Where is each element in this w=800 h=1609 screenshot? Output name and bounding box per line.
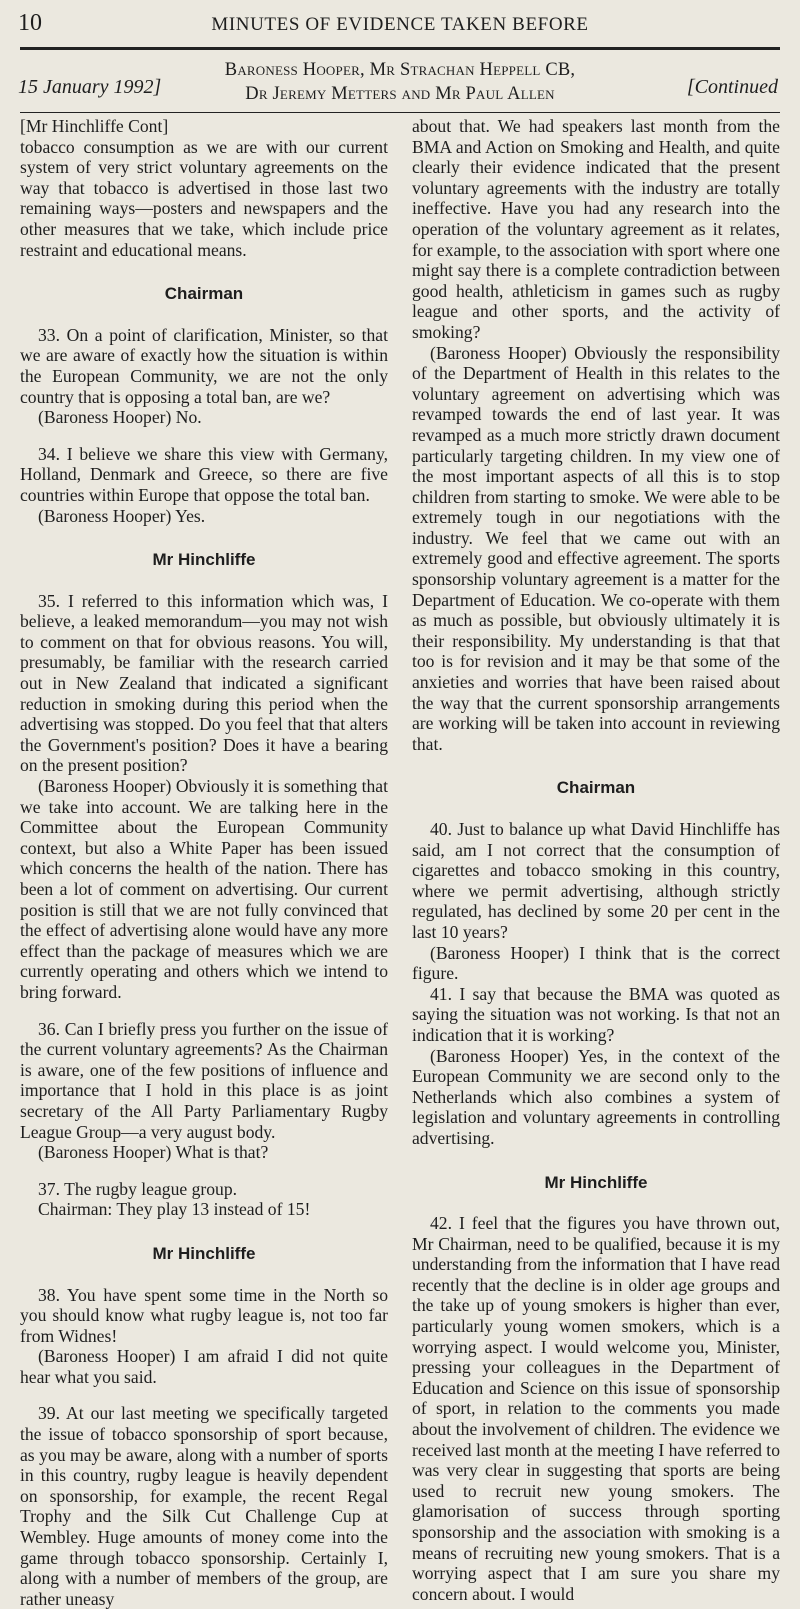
question-37: 37. The rugby league group.	[38, 1178, 238, 1199]
question-42: 42. I feel that the figures you have thrown out, Mr Chairman, need to be qualified, because it is my understanding from the information that I have read recently that the decline is in older age groups and the take up of young smokers is higher than ever, particularly young women smokers, which is a worrying aspect. I would welcome you, Minister, pressing your colleagues in the Department of Education and Science on this issue of sponsorship of sport, in relation to the comments you made about the involvement of children. The evidence we received last month at the meeting I have referred to was very clear in suggesting that sports are being used to recruit new young smokers. The glamorisation of success through sporting sponsorship and the association with smoking is a means of recruiting new young smokers. That is a worrying aspect that I am sure you share my concern about. I would	[412, 1213, 780, 1604]
witness-list	[0, 58, 800, 106]
speaker-continued: [Mr Hinchliffe Cont]	[20, 116, 169, 136]
header-rule-top	[20, 47, 780, 50]
header-rule-bottom	[20, 112, 780, 113]
speaker-heading-hinchliffe: Mr Hinchliffe	[544, 1172, 648, 1192]
question-38: 38. You have spent some time in the North so you should know what rugby league is, not too far from Widnes!	[20, 1284, 388, 1346]
continued-label: [Continued	[686, 76, 778, 98]
answer-38: (Baroness Hooper) I am afraid I did not quite hear what you said.	[20, 1346, 388, 1387]
answer-35: (Baroness Hooper) Obviously it is something that we take into account. We are talking here in the Committee about the European Community context, but also a White Paper has been issued which concerns the health of the nation. There has been a lot of comment on advertising. Our current position is still that we are not fully convinced that the effect of advertising alone would have any more effect than the package of measures which we are currently operating and others which we intend to bring forward.	[20, 776, 388, 1002]
speaker-heading-chairman: Chairman	[556, 778, 636, 798]
answer-40: (Baroness Hooper) I think that is the correct figure.	[412, 942, 780, 984]
question-39-continued: about that. We had speakers last month from the BMA and Action on Smoking and Health, and quite clearly their evidence indicated that the present voluntary agreements with the industry are totally ineffective. Have you had any research into the operation of the voluntary agreement as it relates, for example, to the association with sport where one might say there is a complete contradiction between good health, athleticism in games such as rugby league and other sports, and the activity of smoking?	[412, 116, 780, 342]
paragraph: tobacco consumption as we are with our current system of very strict voluntary agreements on the way that tobacco is advertised in those last two remaining ways—posters and newspapers and the other measures that we take, which include price restraint and educational means.	[20, 136, 388, 260]
question-40: 40. Just to balance up what David Hinchliffe has said, am I not correct that the consumption of cigarettes and tobacco smoking in this country, where we permit advertising, although strictly regulated, has declined by some 20 per cent in the last 10 years?	[412, 819, 780, 942]
question-41: 41. I say that because the BMA was quoted as saying the situation was not working. Is that not an indication that it is working?	[412, 983, 780, 1045]
witness-line-2: Dr Jeremy Metters and Mr Paul Allen	[245, 84, 555, 104]
speaker-heading-chairman: Chairman	[164, 284, 244, 304]
witness-line-1: Baroness Hooper, Mr Strachan Heppell CB,	[224, 60, 576, 80]
answer-33: (Baroness Hooper) No.	[38, 407, 202, 428]
left-column	[20, 116, 388, 1609]
session-date: 15 January 1992]	[18, 76, 162, 98]
question-39: 39. At our last meeting we specifically targeted the issue of tobacco sponsorship of sport because, as you may be aware, along with a number of sports in this country, rugby league is heavily dependent on sponsorship, for example, the recent Regal Trophy and the Silk Cut Challenge Cup at Wembley. Huge amounts of money come into the game through tobacco sponsorship. Certainly I, along with a number of members of the group, are rather uneasy	[20, 1403, 388, 1609]
answer-34: (Baroness Hooper) Yes.	[38, 505, 206, 526]
answer-36: (Baroness Hooper) What is that?	[38, 1142, 269, 1163]
question-35: 35. I referred to this information which was, I believe, a leaked memorandum—you may not wish to comment on that for obvious reasons. You will, presumably, be familiar with the research carried out in New Zealand that indicated a significant reduction in smoking during this period when the advertising was stopped. Do you feel that that alters the Government's position? Does it have a bearing on the present position?	[20, 590, 388, 776]
question-34: 34. I believe we share this view with Germany, Holland, Denmark and Greece, so there are five countries within Europe that oppose the total ban.	[20, 443, 388, 505]
answer-39: (Baroness Hooper) Obviously the responsibility of the Department of Health in this relates to the voluntary agreement on advertising which was revamped towards the end of last year. It was revamped as a much more strictly drawn document particularly targeting children. In my view one of the most important aspects of all this is to stop children from starting to smoke. We were able to be extremely tough in our negotiations with the industry. We feel that we came out with an extremely good and effective agreement. The sports sponsorship voluntary agreement is a matter for the Department of Education. We co-operate with them as much as possible, but obviously ultimately it is their responsibility. My understanding is that that too is for revision and it may be that some of the anxieties and worries that have been raised about the way that the current sponsorship arrangements are working will be taken into account in reviewing that.	[412, 342, 780, 754]
speaker-heading-hinchliffe: Mr Hinchliffe	[152, 550, 256, 570]
right-column	[412, 116, 780, 1604]
page-number: 10	[18, 10, 42, 36]
answer-41: (Baroness Hooper) Yes, in the context of the European Community we are second only to the Netherlands which also combines a system of legislation and voluntary agreements in controlling advertising.	[412, 1045, 780, 1148]
question-33: 33. On a point of clarification, Minister, so that we are aware of exactly how the situation is within the European Community, we are not the only country that is opposing a total ban, are we?	[20, 324, 388, 407]
running-title: MINUTES OF EVIDENCE TAKEN BEFORE	[211, 14, 589, 35]
chairman-remark-37: Chairman: They play 13 instead of 15!	[38, 1199, 311, 1220]
question-36: 36. Can I briefly press you further on the issue of the current voluntary agreements? As the Chairman is aware, one of the few positions of influence and importance that I hold in this place is as joint secretary of the All Party Parliamentary Rugby League Group—a very august body.	[20, 1018, 388, 1142]
speaker-heading-hinchliffe: Mr Hinchliffe	[152, 1243, 256, 1263]
